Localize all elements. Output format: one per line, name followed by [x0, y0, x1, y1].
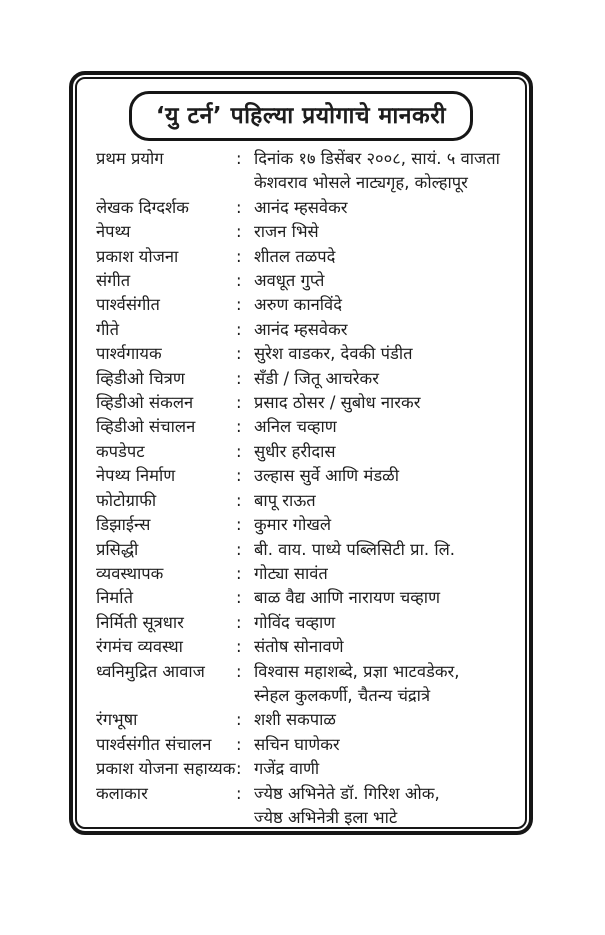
- credit-value-line: उल्हास सुर्वे आणि मंडळी: [254, 466, 399, 486]
- credit-row: [96, 586, 521, 610]
- credit-colon: :: [236, 588, 242, 608]
- credit-colon: :: [236, 734, 242, 754]
- credit-value: [254, 660, 521, 709]
- credit-row: [96, 196, 521, 220]
- credit-row: [96, 415, 521, 439]
- credit-value: [254, 708, 521, 732]
- credit-row: [96, 220, 521, 244]
- credit-role-label: रंगमंच व्यवस्था: [96, 637, 183, 657]
- credit-value-line: शीतल तळपदे: [254, 246, 336, 266]
- credit-role-label: लेखक दिग्दर्शक: [96, 197, 189, 217]
- credit-role-label: रंगभूषा: [96, 710, 138, 730]
- credit-role-label: संगीत: [96, 271, 131, 291]
- credit-value: [254, 415, 521, 439]
- credit-value: [254, 586, 521, 610]
- page-frame: [69, 71, 533, 835]
- credit-value-line: आनंद म्हसवेकर: [254, 319, 348, 339]
- credit-row: [96, 464, 521, 488]
- credit-role-label: व्यवस्थापक: [96, 563, 164, 583]
- credit-row: [96, 440, 521, 464]
- credit-value-line: गोविंद चव्हाण: [254, 612, 336, 632]
- credit-value-line: ज्येष्ठ अभिनेत्री इला भाटे: [254, 807, 398, 827]
- credit-role-label: निर्मिती सूत्रधार: [96, 612, 184, 632]
- credit-row: [96, 782, 521, 829]
- credit-value-line: केशवराव भोसले नाट्यगृह, कोल्हापूर: [254, 173, 468, 193]
- credit-row: [96, 318, 521, 342]
- credit-row: [96, 489, 521, 513]
- credit-value-line: बाळ वैद्य आणि नारायण चव्हाण: [254, 588, 441, 608]
- credit-role-label: व्हिडीओ संकलन: [96, 393, 194, 413]
- credit-colon: :: [236, 539, 242, 559]
- title-row: [77, 91, 525, 141]
- credit-role-label: कलाकार: [96, 783, 148, 803]
- credit-value: [254, 147, 521, 196]
- page-title: ‘यु टर्न’ पहिल्या प्रयोगाचे मानकरी: [155, 103, 447, 129]
- credit-value-line: अवधूत गुप्ते: [254, 271, 325, 291]
- credit-value-line: सुरेश वाडकर, देवकी पंडीत: [254, 344, 413, 364]
- credit-row: [96, 245, 521, 269]
- credit-role-label: नेपथ्य निर्माण: [96, 466, 176, 486]
- credit-role-label: नेपथ्य: [96, 222, 131, 242]
- credit-value: [254, 342, 521, 366]
- credit-role-label: प्रकाश योजना सहाय्यक: [96, 759, 236, 779]
- credit-row: [96, 538, 521, 562]
- credit-colon: :: [236, 222, 242, 242]
- credit-value-line: अरुण कानविंदे: [254, 295, 342, 315]
- credit-colon: :: [236, 441, 242, 461]
- credit-row: [96, 342, 521, 366]
- credit-value: [254, 635, 521, 659]
- credit-value: [254, 513, 521, 537]
- credit-colon: :: [236, 246, 242, 266]
- credit-value-line: ज्येष्ठ अभिनेते डॉ. गिरिश ओक,: [254, 783, 440, 803]
- credit-row: [96, 757, 521, 781]
- credit-value-line: विश्वास महाशब्दे, प्रज्ञा भाटवडेकर,: [254, 661, 460, 681]
- credit-colon: :: [236, 563, 242, 583]
- credit-row: [96, 733, 521, 757]
- credit-row: [96, 269, 521, 293]
- credit-row: [96, 367, 521, 391]
- credit-value-line: स्नेहल कुलकर्णी, चैतन्य चंद्रात्रे: [254, 685, 431, 705]
- credit-row: [96, 660, 521, 709]
- credit-value: [254, 611, 521, 635]
- credits-list: [77, 141, 525, 829]
- credit-row: [96, 611, 521, 635]
- credit-colon: :: [236, 149, 242, 168]
- credit-colon: :: [236, 515, 242, 535]
- credit-colon: :: [236, 368, 242, 388]
- credit-role-label: व्हिडीओ चित्रण: [96, 368, 185, 388]
- credit-value: [254, 782, 521, 829]
- credit-colon: :: [236, 637, 242, 657]
- credit-colon: :: [236, 490, 242, 510]
- credit-value-line: गोट्या सावंत: [254, 563, 328, 583]
- credit-row: [96, 147, 521, 196]
- credit-colon: :: [236, 344, 242, 364]
- credit-value: [254, 733, 521, 757]
- credit-value-line: राजन भिसे: [254, 222, 319, 242]
- credit-value: [254, 562, 521, 586]
- credit-value-line: बी. वाय. पाध्ये पब्लिसिटी प्रा. लि.: [254, 539, 456, 559]
- credit-colon: :: [236, 295, 242, 315]
- credit-value: [254, 293, 521, 317]
- credit-value: [254, 245, 521, 269]
- credit-colon: :: [236, 759, 242, 779]
- credit-value-line: गजेंद्र वाणी: [254, 759, 320, 779]
- credit-value: [254, 220, 521, 244]
- credit-role-label: कपडेपट: [96, 441, 145, 461]
- credit-value-line: प्रसाद ठोसर / सुबोध नारकर: [254, 393, 421, 413]
- credit-value: [254, 440, 521, 464]
- credit-colon: :: [236, 197, 242, 217]
- credit-colon: :: [236, 783, 242, 803]
- credit-role-label: फोटोग्राफी: [96, 490, 157, 510]
- credit-value: [254, 196, 521, 220]
- credit-value-line: सुधीर हरीदास: [254, 441, 336, 461]
- credit-colon: :: [236, 661, 242, 681]
- credit-role-label: डिझाईन्स: [96, 515, 151, 535]
- credit-row: [96, 635, 521, 659]
- credit-role-label: ध्वनिमुद्रित आवाज: [96, 661, 205, 681]
- credit-colon: :: [236, 710, 242, 730]
- credit-role-label: निर्माते: [96, 588, 133, 608]
- credit-role-label: व्हिडीओ संचालन: [96, 417, 196, 437]
- credit-value: [254, 269, 521, 293]
- credit-value-line: सचिन घाणेकर: [254, 734, 340, 754]
- credit-value-line: कुमार गोखले: [254, 515, 332, 535]
- page-frame-inner: [75, 77, 527, 829]
- credit-role-label: पार्श्वसंगीत संचालन: [96, 734, 212, 754]
- credit-value: [254, 489, 521, 513]
- credit-colon: :: [236, 393, 242, 413]
- credit-colon: :: [236, 271, 242, 291]
- credit-role-label: प्रथम प्रयोग: [96, 149, 164, 168]
- credit-role-label: पार्श्वगायक: [96, 344, 162, 364]
- credit-row: [96, 708, 521, 732]
- credit-value-line: शशी सकपाळ: [254, 710, 336, 730]
- credit-value: [254, 538, 521, 562]
- credit-colon: :: [236, 612, 242, 632]
- credit-value-line: संतोष सोनावणे: [254, 637, 344, 657]
- credit-value: [254, 464, 521, 488]
- play-title-banner: [129, 91, 473, 141]
- credit-value-line: सँडी / जितू आचरेकर: [254, 368, 379, 388]
- credit-row: [96, 293, 521, 317]
- credit-value-line: आनंद म्हसवेकर: [254, 197, 348, 217]
- credit-row: [96, 562, 521, 586]
- credit-value: [254, 391, 521, 415]
- credit-value-line: दिनांक १७ डिसेंबर २००८, सायं. ५ वाजता: [254, 149, 500, 168]
- credit-role-label: गीते: [96, 319, 119, 339]
- credit-role-label: पार्श्वसंगीत: [96, 295, 160, 315]
- credit-role-label: प्रकाश योजना: [96, 246, 179, 266]
- credit-value: [254, 318, 521, 342]
- credit-colon: :: [236, 466, 242, 486]
- credit-value: [254, 367, 521, 391]
- credit-value-line: बापू राऊत: [254, 490, 316, 510]
- credit-colon: :: [236, 319, 242, 339]
- credit-colon: :: [236, 417, 242, 437]
- credit-row: [96, 513, 521, 537]
- credit-role-label: प्रसिद्धी: [96, 539, 139, 559]
- credit-value-line: अनिल चव्हाण: [254, 417, 337, 437]
- credit-row: [96, 391, 521, 415]
- credit-value: [254, 757, 521, 781]
